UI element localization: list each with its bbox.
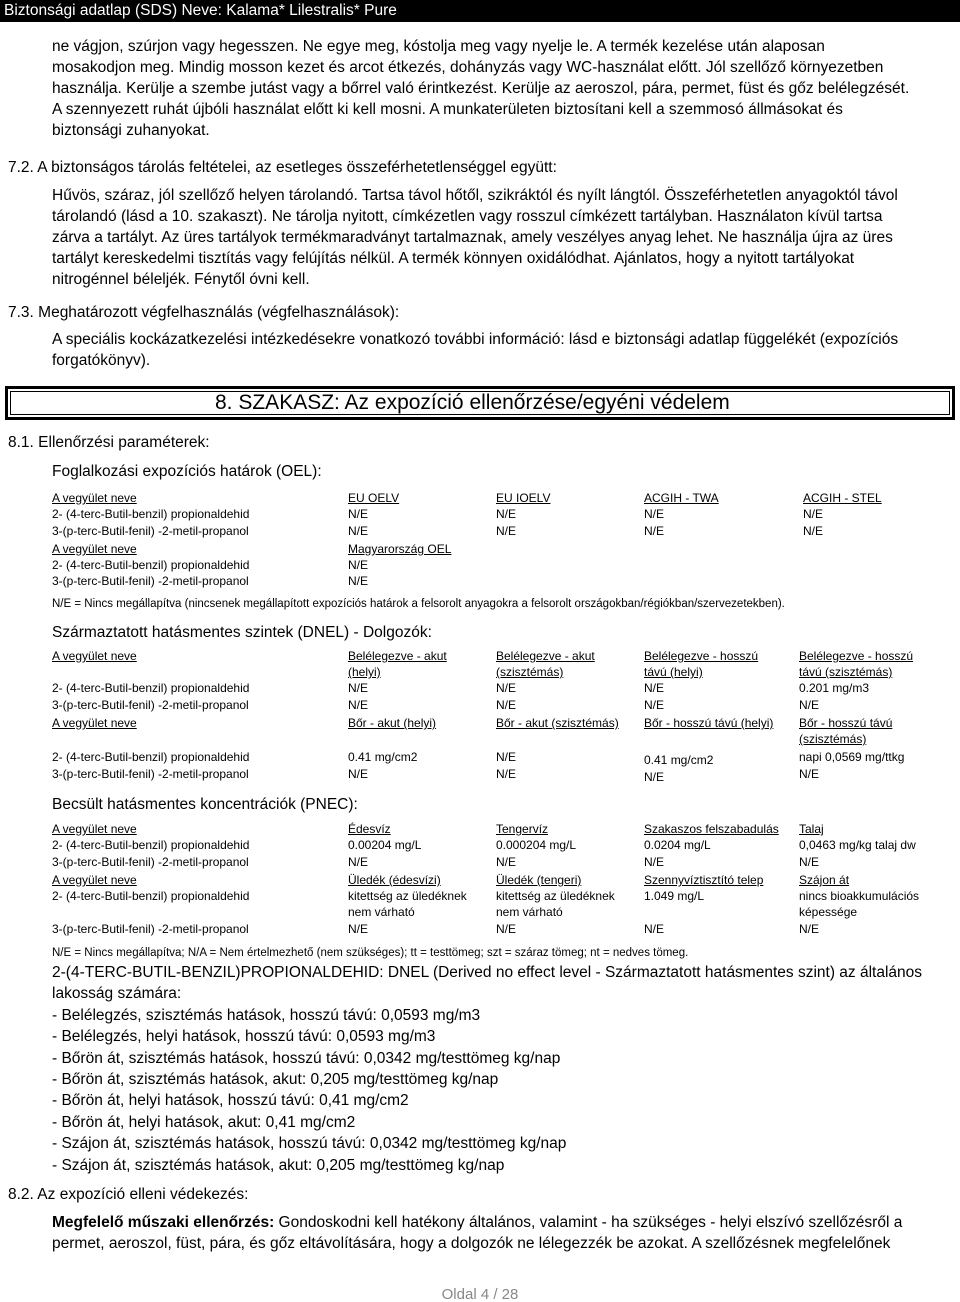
table-cell: N/E — [496, 681, 517, 695]
cell-line: képessége — [799, 905, 858, 919]
dnel-general-text — [52, 962, 952, 1176]
text-line: tartályt kereskedelmi tisztítás vagy felújítás nélkül. A termék könnyen oxidálódhat. Ajánlatos, hogy a nyitott tartályokat — [52, 250, 855, 267]
text-line: Hűvös, száraz, jól szellőző helyen tárolandó. Tartsa távol hőtől, szikráktól és nyílt lángtól. Összeférhetetlen anyagoktól távol — [52, 187, 898, 204]
table-cell: N/E — [496, 507, 517, 521]
section-7-1-text — [52, 36, 952, 141]
table-cell — [496, 888, 615, 920]
table-cell: N/E — [644, 698, 665, 712]
section-7-2-text — [52, 185, 952, 290]
table-cell: 0.41 mg/cm2 — [644, 753, 714, 767]
text-line: lakosság számára: — [52, 985, 182, 1003]
table-cell: N/E — [799, 698, 820, 712]
table-cell: N/E — [496, 922, 517, 936]
dnel-header-skin-long-local: Bőr - hosszú távú (helyi) — [644, 716, 774, 730]
oel-header-eu-oelv: EU OELV — [348, 491, 400, 505]
pnec-note: N/E = Nincs megállapítva; N/A = Nem értelmezhető (nem szükséges); tt = testtömeg; szt = száraz tömeg; nt = nedves tömeg. — [52, 947, 689, 959]
engineering-controls-line: Gondoskodni kell hatékony általános, valamint - ha szükséges - helyi elszívó szellőzésről a — [274, 1214, 903, 1231]
table-cell: napi 0,0569 mg/ttkg — [799, 750, 905, 764]
text-line: permet, aeroszol, füst, pára, és gőz eltávolítására, hogy a dolgozók ne lélegezzék be azokat. A szellőzésnek megfelelőnek — [52, 1235, 891, 1252]
text-line: A speciális kockázatkezelési intézkedésekre vonatkozó további információ: lásd e biztonsági adatlap függelékét (expozíciós — [52, 331, 899, 348]
cell-line: nincs bioakkumulációs — [799, 889, 920, 903]
engineering-controls-label: Megfelelő műszaki ellenőrzés: — [52, 1214, 275, 1231]
dnel-header-name: A vegyület neve — [52, 649, 137, 663]
table-cell — [348, 888, 467, 920]
table-cell: N/E — [348, 681, 369, 695]
table-cell: N/E — [644, 922, 665, 936]
dnel-header-inh-long-sys — [799, 648, 913, 680]
table-cell: 1.049 mg/L — [644, 889, 705, 903]
table-cell: N/E — [799, 855, 820, 869]
oel-note: N/E = Nincs megállapítva (nincsenek megállapított expozíciós határok a felsorolt anyagokra a felsorolt országokban/régiókban/szervezetekben). — [52, 598, 785, 610]
header-line: Belélegezve - akut — [496, 649, 595, 663]
table-cell: N/E — [348, 574, 369, 588]
table-cell: N/E — [496, 698, 517, 712]
header-line: (szisztémás) — [496, 665, 564, 679]
document-header: Biztonsági adatlap (SDS) Neve: Kalama* Lilestralis* Pure — [0, 0, 960, 22]
section-8-title: 8. SZAKASZ: Az expozíció ellenőrzése/egyéni védelem — [215, 391, 730, 414]
pnec-header-name: A vegyület neve — [52, 822, 137, 836]
table-cell: N/E — [496, 767, 517, 781]
pnec-header-intermittent: Szakaszos felszabadulás — [644, 822, 779, 836]
pnec2-header-name: A vegyület neve — [52, 873, 137, 887]
dnel-header-inh-acute-local — [348, 648, 447, 680]
header-line: (szisztémás) — [799, 732, 867, 746]
pnec-header-seawater: Tengervíz — [496, 822, 549, 836]
text-line: - Bőrön át, helyi hatások, akut: 0,41 mg/cm2 — [52, 1113, 356, 1131]
table-cell: 0.41 mg/cm2 — [348, 750, 418, 764]
dnel-header-inh-acute-sys — [496, 648, 595, 680]
table-cell: 2- (4-terc-Butil-benzil) propionaldehid — [52, 558, 250, 572]
oel-title: Foglalkozási expozíciós határok (OEL): — [52, 463, 322, 480]
page-number: Oldal 4 / 28 — [441, 1286, 519, 1302]
table-cell: 2- (4-terc-Butil-benzil) propionaldehid — [52, 838, 250, 852]
table-cell: N/E — [348, 558, 369, 572]
oel-header-eu-ioelv: EU IOELV — [496, 491, 551, 505]
pnec-header-oral: Szájon át — [799, 873, 850, 887]
pnec-title: Becsült hatásmentes koncentrációk (PNEC): — [52, 796, 358, 813]
section-7-3-text — [52, 329, 952, 371]
header-line: Belélegezve - akut — [348, 649, 447, 663]
table-cell: 2- (4-terc-Butil-benzil) propionaldehid — [52, 889, 250, 903]
table-cell: 3-(p-terc-Butil-fenil) -2-metil-propanol — [52, 767, 249, 781]
hu-header-name: A vegyület neve — [52, 542, 137, 556]
oel-header-acgih-stel: ACGIH - STEL — [803, 491, 882, 505]
text-line: - Belélegzés, szisztémás hatások, hosszú távú: 0,0593 mg/m3 — [52, 1006, 481, 1024]
pnec-header-freshwater: Édesvíz — [348, 822, 391, 836]
table-cell: 2- (4-terc-Butil-benzil) propionaldehid — [52, 681, 250, 695]
hu-header-oel: Magyarország OEL — [348, 542, 452, 556]
dnel-title: Származtatott hatásmentes szintek (DNEL) - Dolgozók: — [52, 624, 432, 641]
cell-line: kitettség az üledéknek — [348, 889, 467, 903]
oel-header-acgih-twa: ACGIH - TWA — [644, 491, 719, 505]
table-cell: 3-(p-terc-Butil-fenil) -2-metil-propanol — [52, 698, 249, 712]
text-line: A szennyezett ruhát újbóli használat előtt ki kell mosni. A munkaterületen biztosítani kell a szemmosó állmásokat és — [52, 101, 843, 118]
text-line: forgatókönyv). — [52, 352, 151, 369]
table-cell: N/E — [644, 855, 665, 869]
text-line: - Bőrön át, szisztémás hatások, akut: 0,205 mg/testtömeg kg/nap — [52, 1071, 499, 1089]
text-line: - Belélegzés, helyi hatások, hosszú távú: 0,0593 mg/m3 — [52, 1028, 436, 1046]
table-cell: N/E — [348, 855, 369, 869]
table-cell: 3-(p-terc-Butil-fenil) -2-metil-propanol — [52, 524, 249, 538]
table-cell: N/E — [496, 750, 517, 764]
table-cell: 2- (4-terc-Butil-benzil) propionaldehid — [52, 750, 250, 764]
dnel-header-skin-acute-local: Bőr - akut (helyi) — [348, 716, 437, 730]
table-cell: N/E — [496, 524, 517, 538]
table-cell: N/E — [348, 698, 369, 712]
header-line: Belélegezve - hosszú — [799, 649, 914, 663]
text-line: - Szájon át, szisztémás hatások, hosszú távú: 0,0342 mg/testtömeg kg/nap — [52, 1135, 567, 1153]
header-line: Bőr - hosszú távú — [799, 716, 893, 730]
section-8-2-heading: 8.2. Az expozíció elleni védekezés: — [8, 1186, 249, 1203]
table-cell: N/E — [803, 524, 824, 538]
text-line: mosakodjon meg. Mindig mosson kezet és arcot étkezés, dohányzás vagy WC-használat előtt. Jól szellőző környezetben — [52, 59, 884, 76]
table-cell: 0.201 mg/m3 — [799, 681, 870, 695]
table-cell: 3-(p-terc-Butil-fenil) -2-metil-propanol — [52, 922, 249, 936]
text-line: tárolandó (lásd a 10. szakaszt). Ne tárolja nyitott, címkézetlen vagy rosszul címkézett tartályban. Használaton kívül tartsa — [52, 208, 883, 225]
pnec-header-stp: Szennyvíztisztító telep — [644, 873, 764, 887]
cell-line: nem várható — [348, 905, 415, 919]
pnec-header-soil: Talaj — [799, 822, 824, 836]
table-cell: 0.000204 mg/L — [496, 838, 577, 852]
text-line: - Bőrön át, helyi hatások, hosszú távú: 0,41 mg/cm2 — [52, 1092, 409, 1110]
text-line: zárva a tartályt. Az üres tartályok termékmaradványt tartalmaznak, amely veszélyes anyag lehet. Ne használja újra az üres — [52, 229, 893, 246]
text-line: 2-(4-TERC-BUTIL-BENZIL)PROPIONALDEHID: DNEL (Derived no effect level - Származtatott hatásmentes szint) az általános — [52, 964, 923, 981]
table-cell: 0,0463 mg/kg talaj dw — [799, 838, 916, 852]
text-line: biztonsági zuhanyokat. — [52, 122, 210, 139]
pnec-header-sediment-marine: Üledék (tengeri) — [496, 873, 582, 887]
table-cell: 0.00204 mg/L — [348, 838, 422, 852]
table-cell: N/E — [348, 507, 369, 521]
table-cell: N/E — [644, 770, 665, 784]
section-7-2-heading: 7.2. A biztonságos tárolás feltételei, az esetleges összeférhetetlenséggel együtt: — [8, 159, 557, 176]
table-cell: N/E — [348, 767, 369, 781]
section-7-3-heading: 7.3. Meghatározott végfelhasználás (végfelhasználások): — [8, 304, 400, 321]
text-line: - Bőrön át, szisztémás hatások, hosszú távú: 0,0342 mg/testtömeg kg/nap — [52, 1049, 561, 1067]
dnel-header-skin-long-sys — [799, 715, 892, 747]
table-cell: N/E — [348, 922, 369, 936]
text-line: használja. Kerülje a szembe jutást vagy a bőrrel való érintkezést. Kerülje az aeroszol, pára, permet, füst és gőz belélegzését. — [52, 80, 910, 97]
header-line: távú (szisztémás) — [799, 665, 893, 679]
text-line: - Szájon át, szisztémás hatások, akut: 0,205 mg/testtömeg kg/nap — [52, 1156, 505, 1174]
table-cell: N/E — [799, 922, 820, 936]
dnel-header-skin-acute-sys: Bőr - akut (szisztémás) — [496, 716, 619, 730]
table-cell: 0.0204 mg/L — [644, 838, 711, 852]
text-line: nitrogénnel béleljék. Fénytől óvni kell. — [52, 271, 310, 288]
dnel-header-inh-long-local — [644, 648, 758, 680]
table-cell: N/E — [496, 855, 517, 869]
oel-header-name: A vegyület neve — [52, 491, 137, 505]
cell-line: kitettség az üledéknek — [496, 889, 615, 903]
table-cell: N/E — [644, 524, 665, 538]
table-cell: 2- (4-terc-Butil-benzil) propionaldehid — [52, 507, 250, 521]
engineering-controls-text — [52, 1212, 952, 1254]
header-line: Belélegezve - hosszú — [644, 649, 759, 663]
header-line: távú (helyi) — [644, 665, 703, 679]
dnel-skin-header-name: A vegyület neve — [52, 716, 137, 730]
table-cell: 3-(p-terc-Butil-fenil) -2-metil-propanol — [52, 574, 249, 588]
table-cell — [799, 888, 919, 920]
table-cell: N/E — [803, 507, 824, 521]
table-cell: N/E — [644, 681, 665, 695]
header-line: (helyi) — [348, 665, 381, 679]
table-cell: N/E — [799, 767, 820, 781]
pnec-header-sediment-fresh: Üledék (édesvízi) — [348, 873, 441, 887]
text-line — [52, 1212, 952, 1233]
table-cell: N/E — [348, 524, 369, 538]
table-cell: N/E — [644, 507, 665, 521]
table-cell: 3-(p-terc-Butil-fenil) -2-metil-propanol — [52, 855, 249, 869]
section-8-1-heading: 8.1. Ellenőrzési paraméterek: — [8, 434, 210, 451]
text-line: ne vágjon, szúrjon vagy hegesszen. Ne egye meg, kóstolja meg vagy nyelje le. A termék kezelése után alaposan — [52, 38, 825, 55]
cell-line: nem várható — [496, 905, 563, 919]
